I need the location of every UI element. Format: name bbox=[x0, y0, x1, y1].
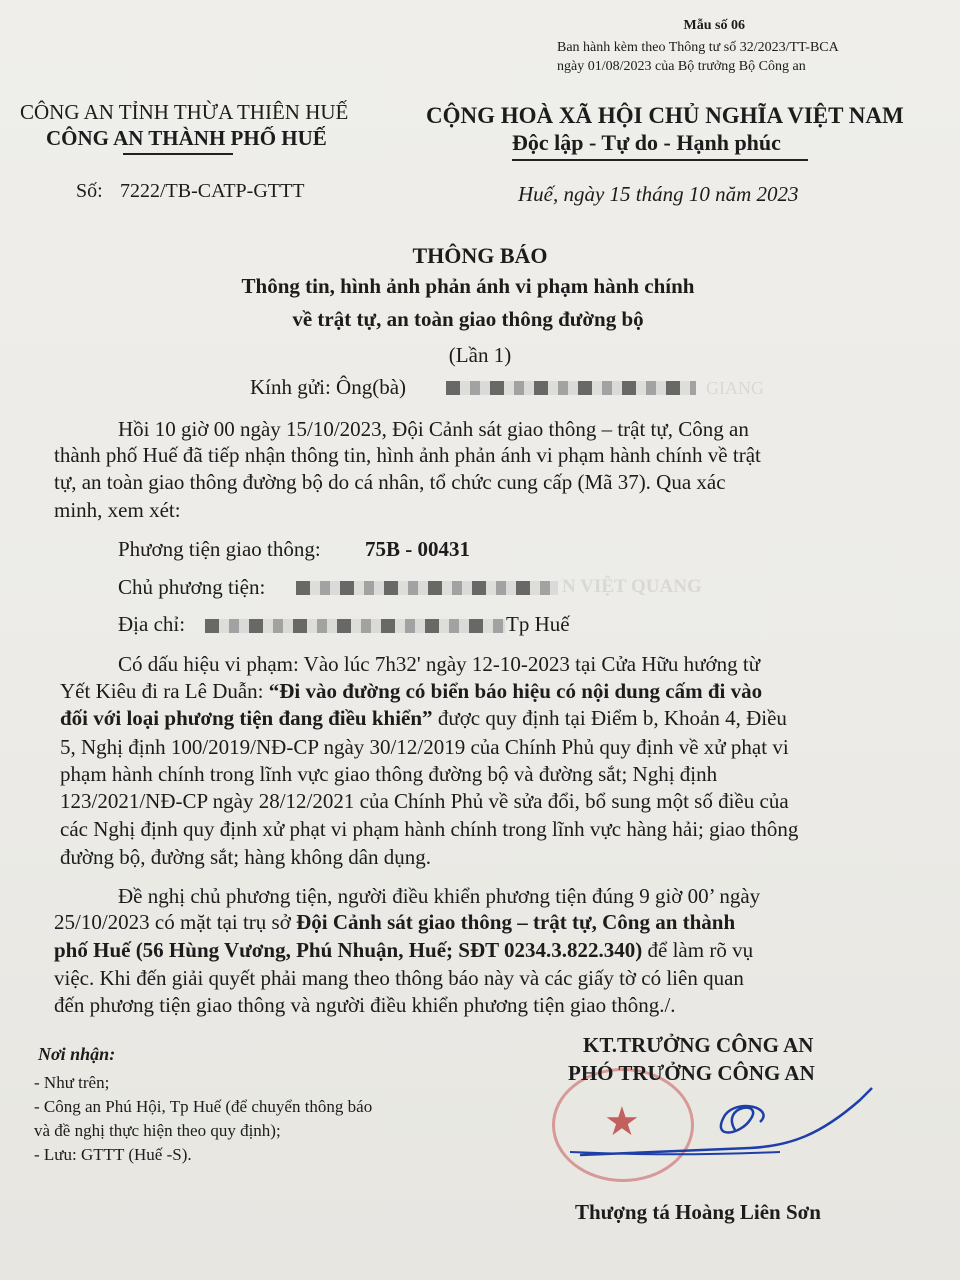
address-label: Địa chỉ: bbox=[118, 612, 186, 636]
doc-title: THÔNG BÁO bbox=[412, 243, 548, 268]
violation-line7: các Nghị định quy định xử phạt vi phạm hành chính trong lĩnh vực hàng hải; giao thông bbox=[60, 817, 799, 841]
doc-subtitle-line2: về trật tự, an toàn giao thông đường bộ bbox=[292, 307, 644, 331]
request-line1: Đề nghị chủ phương tiện, người điều khiển phương tiện đúng 9 giờ 00’ ngày bbox=[118, 884, 761, 908]
intro-line1: Hồi 10 giờ 00 ngày 15/10/2023, Đội Cảnh sát giao thông – trật tự, Công an bbox=[118, 417, 749, 441]
violation-line3-bold: đối với loại phương tiện đang điều khiển” bbox=[60, 706, 433, 730]
recipients-item2a: - Công an Phú Hội, Tp Huế (để chuyển thông báo bbox=[34, 1097, 373, 1116]
nation-name: CỘNG HOÀ XÃ HỘI CHỦ NGHĨA VIỆT NAM bbox=[426, 103, 904, 128]
recipients-title: Nơi nhận: bbox=[38, 1044, 116, 1064]
violation-line6: 123/2021/NĐ-CP ngày 28/12/2021 của Chính Phủ về sửa đổi, bổ sung một số điều của bbox=[60, 789, 789, 813]
stamp-star-icon: ★ bbox=[604, 1099, 640, 1144]
request-line3-bold: phố Huế (56 Hùng Vương, Phú Nhuận, Huế; SĐT 0234.3.822.340) bbox=[54, 938, 643, 962]
form-number: Mẫu số 06 bbox=[683, 18, 745, 33]
intro-line2: thành phố Huế đã tiếp nhận thông tin, hình ảnh phản ánh vi phạm hành chính về trật bbox=[54, 443, 761, 467]
request-line2-bold: Đội Cảnh sát giao thông – trật tự, Công an thành bbox=[296, 910, 736, 934]
redacted-owner bbox=[296, 581, 558, 595]
form-issued-line1: Ban hành kèm theo Thông tư số 32/2023/TT-BCA bbox=[557, 40, 839, 55]
intro-line4: minh, xem xét: bbox=[54, 498, 181, 522]
violation-line4: 5, Nghị định 100/2019/NĐ-CP ngày 30/12/2019 của Chính Phủ quy định về xử phạt vi bbox=[60, 735, 789, 759]
owner-label: Chủ phương tiện: bbox=[118, 575, 266, 599]
signer-name: Thượng tá Hoàng Liên Sơn bbox=[575, 1200, 821, 1224]
request-line2 bbox=[54, 910, 735, 935]
doc-number-label: Số: bbox=[76, 180, 103, 202]
form-issued-line2: ngày 01/08/2023 của Bộ trưởng Bộ Công an bbox=[557, 59, 806, 74]
agency-name: CÔNG AN THÀNH PHỐ HUẾ bbox=[46, 126, 327, 150]
request-line3 bbox=[54, 938, 753, 963]
request-line3-plain: để làm rõ vụ bbox=[642, 938, 754, 962]
violation-line5: phạm hành chính trong lĩnh vực giao thông đường bộ và đường sắt; Nghị định bbox=[60, 762, 718, 786]
vehicle-label: Phương tiện giao thông: bbox=[118, 537, 321, 561]
place-date: Huế, ngày 15 tháng 10 năm 2023 bbox=[518, 182, 799, 206]
recipient-ghost-text: GIANG bbox=[706, 378, 764, 398]
motto-underline bbox=[512, 159, 808, 161]
agency-underline bbox=[123, 153, 233, 155]
vehicle-plate: 75B - 00431 bbox=[365, 537, 470, 561]
owner-ghost-text: N VIỆT QUANG bbox=[562, 576, 702, 597]
request-line5: đến phương tiện giao thông và người điều khiển phương tiện giao thông./. bbox=[54, 993, 676, 1017]
violation-line3 bbox=[60, 706, 787, 731]
doc-round: (Lần 1) bbox=[448, 343, 512, 367]
violation-line2 bbox=[60, 679, 762, 704]
recipients-item3: - Lưu: GTTT (Huế -S). bbox=[34, 1145, 192, 1164]
agency-parent: CÔNG AN TỈNH THỪA THIÊN HUẾ bbox=[20, 100, 349, 124]
violation-line1: Có dấu hiệu vi phạm: Vào lúc 7h32' ngày 12-10-2023 tại Cửa Hữu hướng từ bbox=[118, 652, 761, 676]
violation-line2-plain: Yết Kiêu đi ra Lê Duẫn: bbox=[60, 679, 269, 703]
recipients-item2b: và đề nghị thực hiện theo quy định); bbox=[34, 1121, 281, 1140]
violation-line2-bold: “Đi vào đường có biển báo hiệu có nội dung cấm đi vào bbox=[268, 679, 763, 703]
nation-motto: Độc lập - Tự do - Hạnh phúc bbox=[512, 130, 781, 155]
signature-title-line1: KT.TRƯỞNG CÔNG AN bbox=[583, 1033, 814, 1057]
request-line4: việc. Khi đến giải quyết phải mang theo thông báo này và các giấy tờ có liên quan bbox=[54, 966, 744, 990]
recipient-label: Kính gửi: Ông(bà) bbox=[250, 375, 407, 399]
violation-line8: đường bộ, đường sắt; hàng không dân dụng. bbox=[60, 845, 432, 869]
request-line2-plain: 25/10/2023 có mặt tại trụ sở bbox=[54, 910, 297, 934]
signature-title-line2: PHÓ TRƯỞNG CÔNG AN bbox=[568, 1061, 815, 1085]
address-tail: Tp Huế bbox=[506, 612, 570, 636]
violation-line3-plain: được quy định tại Điểm b, Khoản 4, Điều bbox=[432, 706, 787, 730]
intro-line3: tự, an toàn giao thông đường bộ do cá nhân, tổ chức cung cấp (Mã 37). Qua xác bbox=[54, 470, 726, 494]
doc-subtitle-line1: Thông tin, hình ảnh phản ánh vi phạm hành chính bbox=[241, 274, 695, 298]
redacted-address bbox=[205, 619, 505, 633]
handwritten-signature bbox=[560, 1060, 880, 1170]
doc-number: 7222/TB-CATP-GTTT bbox=[120, 180, 305, 202]
recipients-item1: - Như trên; bbox=[34, 1073, 110, 1092]
redacted-recipient bbox=[446, 381, 696, 395]
